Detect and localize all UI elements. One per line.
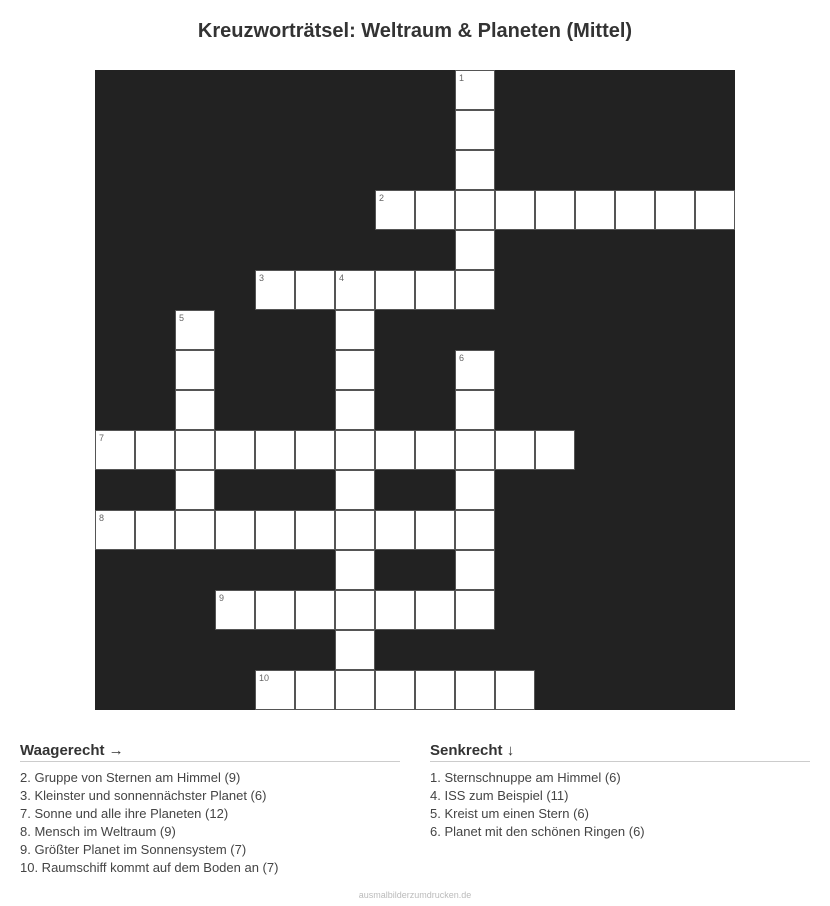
grid-cell[interactable] xyxy=(295,590,335,630)
grid-cell[interactable] xyxy=(135,430,175,470)
grid-cell[interactable] xyxy=(415,190,455,230)
down-clue: 6. Planet mit den schönen Ringen (6) xyxy=(430,824,645,839)
grid-cell[interactable] xyxy=(415,430,455,470)
across-clue: 8. Mensch im Weltraum (9) xyxy=(20,824,176,839)
grid-cell[interactable] xyxy=(375,430,415,470)
grid-cell[interactable] xyxy=(295,670,335,710)
grid-cell[interactable] xyxy=(495,430,535,470)
clue-number: 10 xyxy=(259,673,270,683)
grid-cell[interactable] xyxy=(455,70,495,110)
grid-cell[interactable] xyxy=(215,430,255,470)
grid-cell[interactable] xyxy=(295,430,335,470)
grid-cell[interactable] xyxy=(415,270,455,310)
grid-cell[interactable] xyxy=(175,470,215,510)
clue-number: 6 xyxy=(459,353,465,363)
clue-number: 7 xyxy=(99,433,105,443)
across-clue: 9. Größter Planet im Sonnensystem (7) xyxy=(20,842,247,857)
down-clues xyxy=(430,742,810,841)
across-clue: 7. Sonne und alle ihre Planeten (12) xyxy=(20,806,229,821)
grid-cell[interactable] xyxy=(455,390,495,430)
grid-cell[interactable] xyxy=(415,670,455,710)
grid-cell[interactable] xyxy=(335,590,375,630)
clue-number: 9 xyxy=(219,593,225,603)
grid-cell[interactable] xyxy=(95,430,135,470)
down-clue: 5. Kreist um einen Stern (6) xyxy=(430,806,589,821)
down-clue-list xyxy=(430,769,810,841)
grid-cell[interactable] xyxy=(255,510,295,550)
grid-cell[interactable] xyxy=(575,190,615,230)
grid-cell[interactable] xyxy=(495,670,535,710)
grid-cell[interactable] xyxy=(455,110,495,150)
grid-cell[interactable] xyxy=(175,430,215,470)
clue-number: 3 xyxy=(259,273,265,283)
grid-cell[interactable] xyxy=(215,510,255,550)
grid-cell[interactable] xyxy=(175,390,215,430)
down-heading: Senkrecht ↓ xyxy=(430,742,810,762)
down-clue: 4. ISS zum Beispiel (11) xyxy=(430,788,569,803)
grid-cell[interactable] xyxy=(455,350,495,390)
across-clue: 3. Kleinster und sonnennächster Planet (6) xyxy=(20,788,267,803)
grid-cell[interactable] xyxy=(455,270,495,310)
grid-cell[interactable] xyxy=(455,430,495,470)
grid-cell[interactable] xyxy=(255,270,295,310)
grid-cell[interactable] xyxy=(215,590,255,630)
grid-cell[interactable] xyxy=(375,190,415,230)
grid-cell[interactable] xyxy=(295,510,335,550)
grid-cell[interactable] xyxy=(375,590,415,630)
grid-cell[interactable] xyxy=(335,670,375,710)
grid-cell[interactable] xyxy=(495,190,535,230)
grid-cell[interactable] xyxy=(335,630,375,670)
grid-cell[interactable] xyxy=(335,310,375,350)
grid-cell[interactable] xyxy=(615,190,655,230)
grid-cell[interactable] xyxy=(375,270,415,310)
grid-cell[interactable] xyxy=(335,350,375,390)
grid-cell[interactable] xyxy=(175,510,215,550)
grid-cell[interactable] xyxy=(295,270,335,310)
page-title: Kreuzworträtsel: Weltraum & Planeten (Mittel) xyxy=(197,20,633,42)
grid-cell[interactable] xyxy=(255,670,295,710)
grid-cell[interactable] xyxy=(655,190,695,230)
grid-cell[interactable] xyxy=(455,550,495,590)
grid-cell[interactable] xyxy=(335,390,375,430)
clue-number: 2 xyxy=(379,193,385,203)
grid-cell[interactable] xyxy=(455,190,495,230)
grid-cell[interactable] xyxy=(535,190,575,230)
across-clue: 2. Gruppe von Sternen am Himmel (9) xyxy=(20,770,241,785)
across-heading: Waagerecht → xyxy=(20,742,400,762)
grid-cell[interactable] xyxy=(375,510,415,550)
grid-cell[interactable] xyxy=(335,550,375,590)
grid-cell[interactable] xyxy=(255,590,295,630)
grid-cell[interactable] xyxy=(375,670,415,710)
grid-cell[interactable] xyxy=(415,510,455,550)
grid-cell[interactable] xyxy=(335,270,375,310)
clue-number: 4 xyxy=(339,273,345,283)
grid-cell[interactable] xyxy=(535,430,575,470)
grid-cell[interactable] xyxy=(135,510,175,550)
grid-cell[interactable] xyxy=(95,510,135,550)
crossword-grid xyxy=(95,70,735,710)
grid-cell[interactable] xyxy=(455,510,495,550)
across-clue: 10. Raumschiff kommt auf dem Boden an (7) xyxy=(20,860,279,875)
grid-cell[interactable] xyxy=(335,470,375,510)
grid-cell[interactable] xyxy=(455,670,495,710)
footer-credit: ausmalbilderzumdrucken.de xyxy=(358,890,472,900)
across-clues xyxy=(20,742,400,877)
grid-cell[interactable] xyxy=(455,590,495,630)
grid-cell[interactable] xyxy=(695,190,735,230)
grid-cell[interactable] xyxy=(455,150,495,190)
grid-cell[interactable] xyxy=(335,430,375,470)
grid-cell[interactable] xyxy=(455,470,495,510)
grid-cell[interactable] xyxy=(455,230,495,270)
across-clue-list xyxy=(20,769,400,877)
grid-cell[interactable] xyxy=(335,510,375,550)
grid-cell[interactable] xyxy=(175,350,215,390)
grid-cell[interactable] xyxy=(415,590,455,630)
clue-number: 8 xyxy=(99,513,105,523)
grid-cell[interactable] xyxy=(175,310,215,350)
clue-number: 1 xyxy=(459,73,465,83)
down-clue: 1. Sternschnuppe am Himmel (6) xyxy=(430,770,621,785)
grid-cell[interactable] xyxy=(255,430,295,470)
clue-number: 5 xyxy=(179,313,185,323)
